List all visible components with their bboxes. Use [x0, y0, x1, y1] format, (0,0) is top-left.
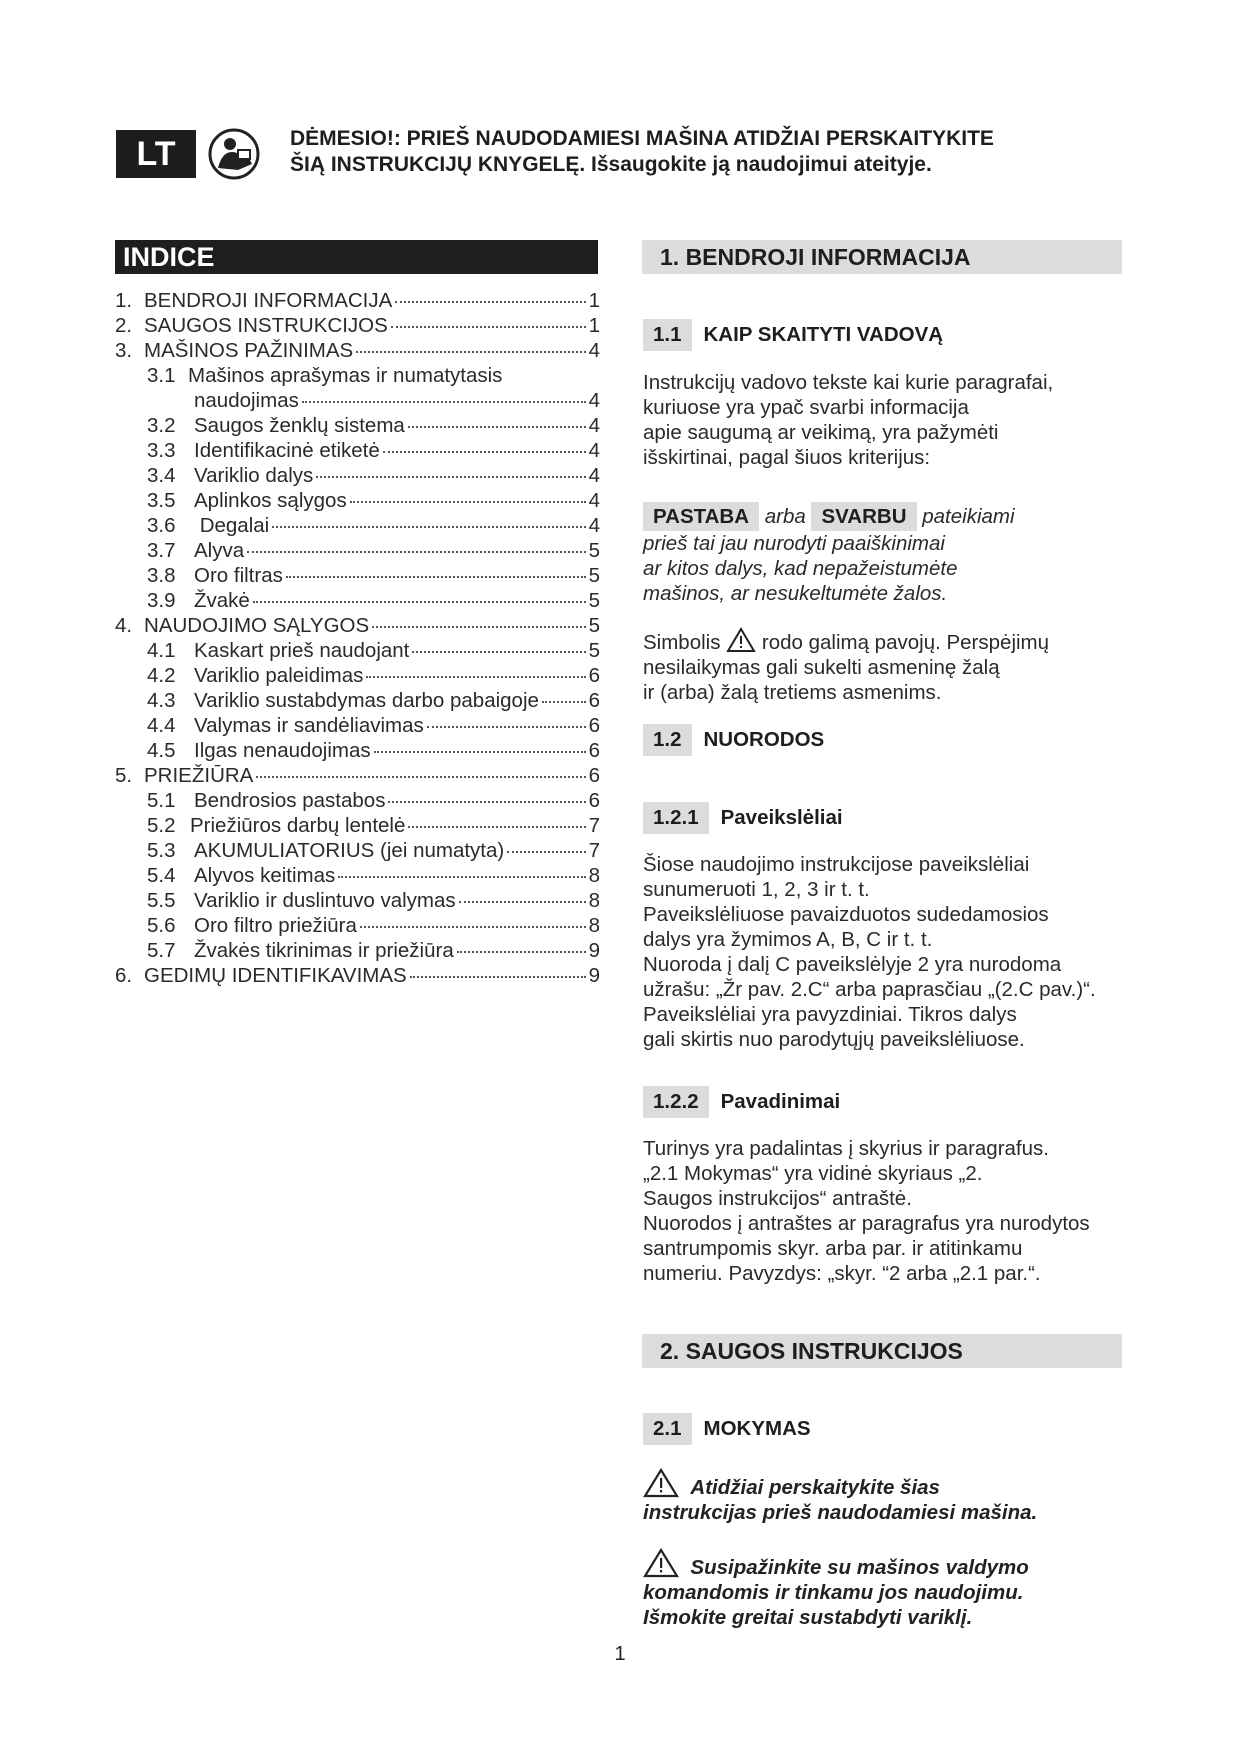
- toc-item[interactable]: 5.2 Priežiūros darbų lentelė 7: [147, 814, 600, 837]
- section-1-heading: 1. BENDROJI INFORMACIJA: [642, 240, 1122, 274]
- toc-item[interactable]: 6. GEDIMŲ IDENTIFIKAVIMAS 9: [115, 964, 600, 987]
- section-2-heading: 2. SAUGOS INSTRUKCIJOS: [642, 1334, 1122, 1368]
- toc-item[interactable]: 4.4 Valymas ir sandėliavimas 6: [147, 714, 600, 737]
- toc-item[interactable]: 3.7 Alyva 5: [147, 539, 600, 562]
- warning-learn-controls: Susipažinkite su mašinos valdymo komandomis ir tinkamu jos naudojimu. Išmokite greitai sustabdyti variklį.: [643, 1548, 1143, 1630]
- read-manual-icon: [208, 128, 260, 180]
- toc-item[interactable]: 1. BENDROJI INFORMACIJA 1: [115, 289, 600, 312]
- symbol-paragraph: Simbolis rodo galimą pavojų. Perspėjimų nesilaikymas gali sukelti asmeninę žalą ir (arba) žalą tretiems asmenims.: [643, 627, 1143, 705]
- toc-item[interactable]: 3.2 Saugos ženklų sistema 4: [147, 414, 600, 437]
- subsection-1-2-1-heading: 1.2.1 Paveikslėliai: [643, 802, 843, 834]
- safety-warning-title: DĖMESIO!: PRIEŠ NAUDODAMIESI MAŠINA ATIDŽIAI PERSKAITYKITE ŠIĄ INSTRUKCIJŲ KNYGELĘ. Išsaugokite ją naudojimui ateityje.: [290, 127, 994, 176]
- toc-item[interactable]: 5. PRIEŽIŪRA 6: [115, 764, 600, 787]
- warning-icon: [643, 1548, 679, 1578]
- toc-item[interactable]: 4.2 Variklio paleidimas 6: [147, 664, 600, 687]
- toc-item[interactable]: 4. NAUDOJIMO SĄLYGOS 5: [115, 614, 600, 637]
- toc-item[interactable]: 5.3 AKUMULIATORIUS (jei numatyta) 7: [147, 839, 600, 862]
- paragraph-figures: Šiose naudojimo instrukcijose paveikslėliai sunumeruoti 1, 2, 3 ir t. t. Paveikslėliuose pavaizduotos sudedamosios dalys yra žymimos A, B, C ir t. t. Nuoroda į dalį C paveikslėlyje 2 yra nurodoma užrašu: „Žr pav. 2.C“ arba paprasčiau „(2.C pav.)“. Paveikslėliai yra pavyzdiniai. Tikros dalys gali skirtis nuo parodytųjų paveikslėliuose.: [643, 853, 1096, 1051]
- toc-item[interactable]: 5.1 Bendrosios pastabos 6: [147, 789, 600, 812]
- toc-item[interactable]: 5.7 Žvakės tikrinimas ir priežiūra 9: [147, 939, 600, 962]
- toc-item[interactable]: 5.4 Alyvos keitimas 8: [147, 864, 600, 887]
- toc-item[interactable]: 3.3 Identifikacinė etiketė 4: [147, 439, 600, 462]
- table-of-contents: [115, 288, 600, 988]
- note-paragraph: PASTABA arba SVARBU pateikiami prieš tai jau nurodyti paaiškinimai ar kitos dalys, kad nepažeistumėte mašinos, ar nesukeltumėte žalos.: [643, 502, 1143, 606]
- toc-title: INDICE: [115, 240, 598, 274]
- subsection-1-2-heading: 1.2 NUORODOS: [643, 724, 824, 756]
- toc-item[interactable]: 3.5 Aplinkos sąlygos 4: [147, 489, 600, 512]
- paragraph-titles: Turinys yra padalintas į skyrius ir paragrafus. „2.1 Mokymas“ yra vidinė skyriaus „2. Saugos instrukcijos“ antraštė. Nuorodos į antraštes ar paragrafus yra nurodytos santrumpomis skyr. arba par. ir atitinkamu numeriu. Pavyzdys: „skyr. “2 arba „2.1 par.“.: [643, 1137, 1090, 1285]
- paragraph-how-to-read: Instrukcijų vadovo tekste kai kurie paragrafai, kuriuose yra ypač svarbi informacija apie saugumą ar veikimą, yra pažymėti išskirtinai, pagal šiuos kriterijus:: [643, 371, 1054, 469]
- warning-read-instructions: Atidžiai perskaitykite šias instrukcijas prieš naudodamiesi mašina.: [643, 1468, 1143, 1525]
- subsection-2-1-heading: 2.1 MOKYMAS: [643, 1413, 811, 1445]
- note-tag: PASTABA: [643, 502, 759, 531]
- toc-item[interactable]: 5.5 Variklio ir duslintuvo valymas 8: [147, 889, 600, 912]
- subsection-1-1-heading: 1.1 KAIP SKAITYTI VADOVĄ: [643, 319, 943, 351]
- toc-item[interactable]: 5.6 Oro filtro priežiūra 8: [147, 914, 600, 937]
- page-number: 1: [614, 1643, 626, 1665]
- warning-icon: [643, 1468, 679, 1498]
- toc-item[interactable]: 2. SAUGOS INSTRUKCIJOS 1: [115, 314, 600, 337]
- toc-item-continuation[interactable]: naudojimas 4: [194, 389, 600, 412]
- subsection-1-2-2-heading: 1.2.2 Pavadinimai: [643, 1086, 840, 1118]
- important-tag: SVARBU: [811, 502, 916, 531]
- toc-item[interactable]: 4.5 Ilgas nenaudojimas 6: [147, 739, 600, 762]
- toc-item[interactable]: 3.1 Mašinos aprašymas ir numatytasis: [147, 364, 503, 387]
- toc-item[interactable]: 3.4 Variklio dalys 4: [147, 464, 600, 487]
- toc-item[interactable]: 3.8 Oro filtras 5: [147, 564, 600, 587]
- toc-item[interactable]: 4.3 Variklio sustabdymas darbo pabaigoje 6: [147, 689, 600, 712]
- warning-icon: [726, 627, 756, 653]
- language-badge: LT: [116, 130, 196, 178]
- toc-item[interactable]: 3.9 Žvakė 5: [147, 589, 600, 612]
- toc-item[interactable]: 3.6 Degalai 4: [147, 514, 600, 537]
- toc-item[interactable]: 3. MAŠINOS PAŽINIMAS 4: [115, 339, 600, 362]
- toc-item[interactable]: 4.1 Kaskart prieš naudojant 5: [147, 639, 600, 662]
